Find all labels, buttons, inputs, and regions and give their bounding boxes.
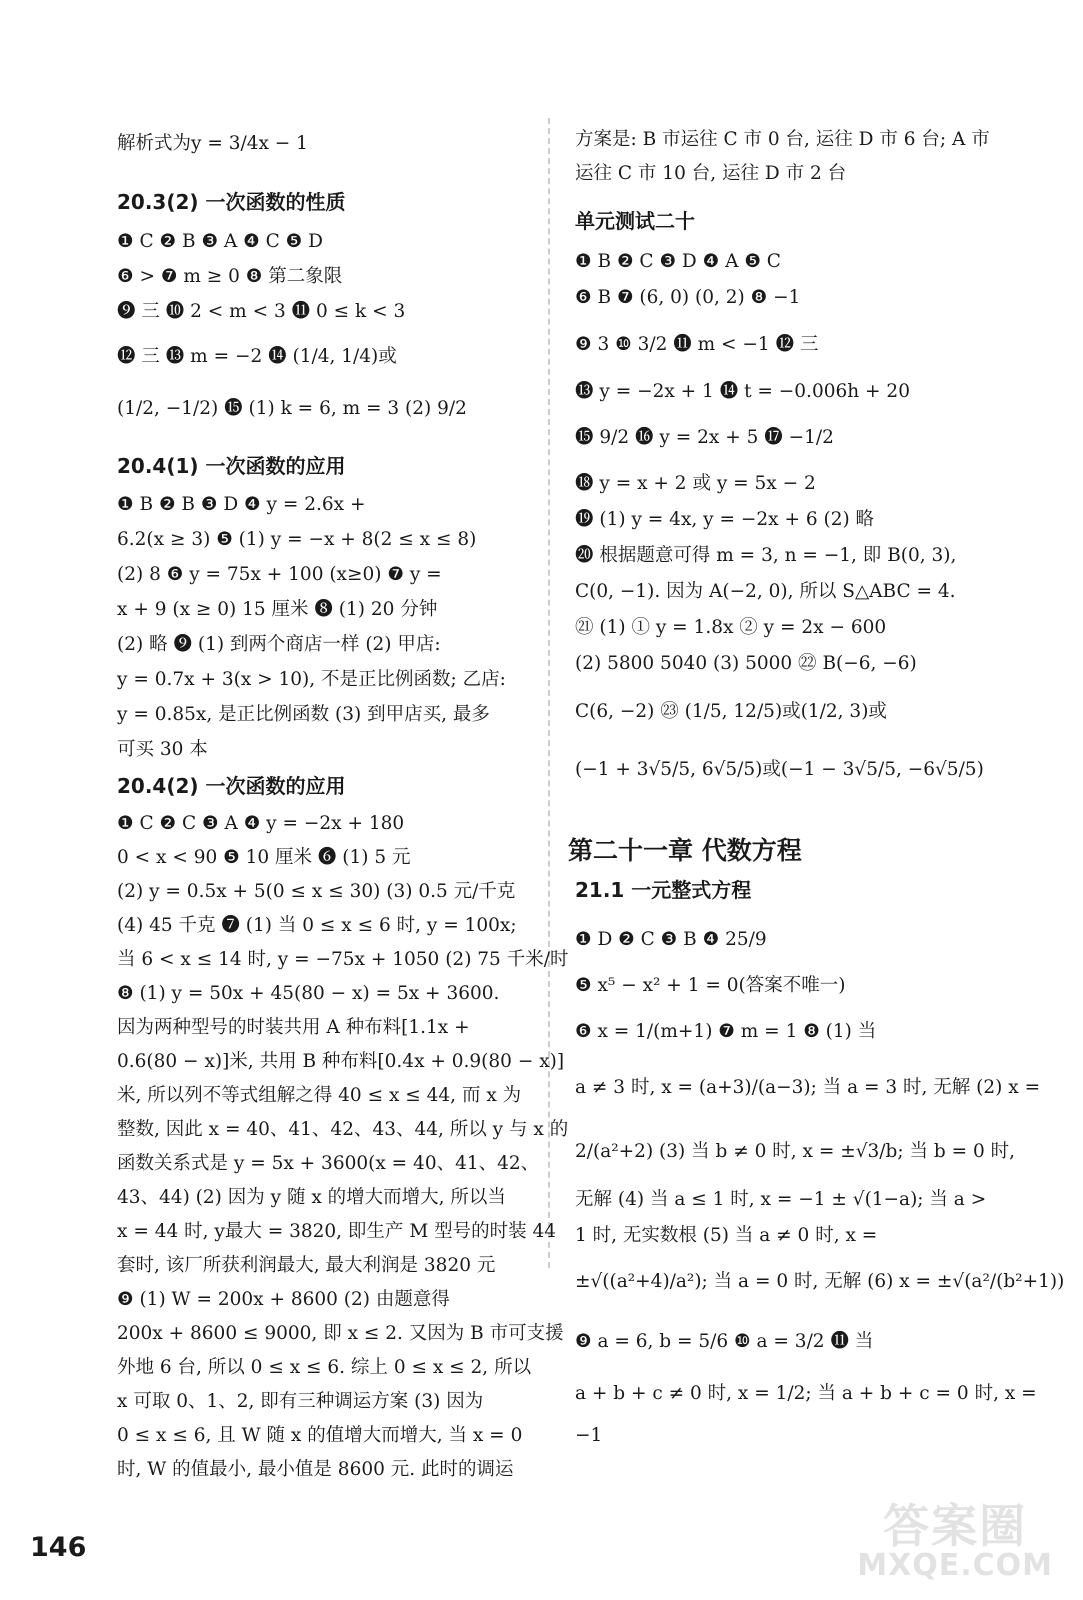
- answer-line: ❶ B ❷ B ❸ D ❹ y = 2.6x +: [117, 494, 366, 515]
- answer-line: ❾ 3 ❿ 3/2 ⓫ m < −1 ⓬ 三: [575, 334, 819, 355]
- answer-line: ⓭ y = −2x + 1 ⓮ t = −0.006h + 20: [575, 381, 910, 402]
- watermark-text: 答案圈: [883, 1499, 1028, 1553]
- answer-line: 0 < x < 90 ❺ 10 厘米 ❻ (1) 5 元: [117, 847, 411, 868]
- answer-line: C(6, −2) ㉓ (1/5, 12/5)或(1/2, 3)或: [575, 701, 887, 722]
- answer-line: x 可取 0、1、2, 即有三种调运方案 (3) 因为: [117, 1391, 484, 1412]
- answer-line: C(0, −1). 因为 A(−2, 0), 所以 S△ABC = 4.: [575, 581, 956, 602]
- section-heading: 单元测试二十: [575, 209, 695, 233]
- section-heading: 21.1 一元整式方程: [575, 878, 752, 902]
- chapter-heading: 第二十一章 代数方程: [568, 836, 802, 865]
- answer-line: ⓳ (1) y = 4x, y = −2x + 6 (2) 略: [575, 509, 875, 530]
- answer-line: 方案是: B 市运往 C 市 0 台, 运往 D 市 6 台; A 市: [575, 129, 990, 150]
- answer-line: ⓲ y = x + 2 或 y = 5x − 2: [575, 473, 816, 494]
- answer-line: 解析式为y = 3/4x − 1: [117, 133, 308, 154]
- answer-line: ❾ a = 6, b = 5/6 ❿ a = 3/2 ⓫ 当: [575, 1331, 874, 1352]
- answer-line: 函数关系式是 y = 5x + 3600(x = 40、41、42、: [117, 1153, 540, 1174]
- answer-line: ⓬ 三 ⓭ m = −2 ⓮ (1/4, 1/4)或: [117, 346, 397, 367]
- answer-line: (2) 5800 5040 (3) 5000 ㉒ B(−6, −6): [575, 653, 917, 674]
- answer-line: y = 0.7x + 3(x > 10), 不是正比例函数; 乙店:: [117, 669, 506, 690]
- answer-line: ❻ x = 1/(m+1) ❼ m = 1 ❽ (1) 当: [575, 1021, 877, 1042]
- column-divider: [548, 118, 550, 1268]
- answer-line: 当 6 < x ≤ 14 时, y = −75x + 1050 (2) 75 千米/时: [117, 949, 569, 970]
- answer-line: −1: [575, 1425, 603, 1446]
- answer-line: 2/(a²+2) (3) 当 b ≠ 0 时, x = ±√3/b; 当 b = 0 时,: [575, 1141, 1015, 1162]
- answer-line: ⓯ 9/2 ⓰ y = 2x + 5 ⓱ −1/2: [575, 427, 834, 448]
- answer-line: (2) 8 ❻ y = 75x + 100 (x≥0) ❼ y =: [117, 564, 442, 585]
- watermark-url: MXQE.COM: [857, 1548, 1053, 1583]
- answer-line: ⓴ 根据题意可得 m = 3, n = −1, 即 B(0, 3),: [575, 545, 957, 566]
- answer-line: 运往 C 市 10 台, 运往 D 市 2 台: [575, 163, 847, 184]
- answer-line: 整数, 因此 x = 40、41、42、43、44, 所以 y 与 x 的: [117, 1119, 569, 1140]
- answer-line: 套时, 该厂所获利润最大, 最大利润是 3820 元: [117, 1255, 496, 1276]
- answer-line: ❾ (1) W = 200x + 8600 (2) 由题意得: [117, 1289, 450, 1310]
- answer-line: 6.2(x ≥ 3) ❺ (1) y = −x + 8(2 ≤ x ≤ 8): [117, 529, 477, 550]
- answer-line: ❶ C ❷ B ❸ A ❹ C ❺ D: [117, 231, 323, 252]
- section-heading: 20.4(1) 一次函数的应用: [117, 454, 346, 478]
- answer-line: ❶ D ❷ C ❸ B ❹ 25/9: [575, 929, 767, 950]
- answer-line: ❶ C ❷ C ❸ A ❹ y = −2x + 180: [117, 813, 405, 834]
- answer-line: (4) 45 千克 ❼ (1) 当 0 ≤ x ≤ 6 时, y = 100x;: [117, 915, 517, 936]
- answer-line: ❻ B ❼ (6, 0) (0, 2) ❽ −1: [575, 287, 801, 308]
- answer-line: 0 ≤ x ≤ 6, 且 W 随 x 的值增大而增大, 当 x = 0: [117, 1425, 523, 1446]
- answer-line: (−1 + 3√5/5, 6√5/5)或(−1 − 3√5/5, −6√5/5): [575, 759, 984, 780]
- answer-line: 无解 (4) 当 a ≤ 1 时, x = −1 ± √(1−a); 当 a >: [575, 1189, 987, 1210]
- answer-line: ㉑ (1) ① y = 1.8x ② y = 2x − 600: [575, 617, 887, 638]
- answer-line: 因为两种型号的时装共用 A 种布料[1.1x +: [117, 1017, 470, 1038]
- watermark: [857, 1499, 1053, 1583]
- answer-line: x + 9 (x ≥ 0) 15 厘米 ❽ (1) 20 分钟: [117, 599, 438, 620]
- answer-line: ±√((a²+4)/a²); 当 a = 0 时, 无解 (6) x = ±√(a²/(b²+1)): [575, 1271, 1065, 1292]
- answer-line: 200x + 8600 ≤ 9000, 即 x ≤ 2. 又因为 B 市可支援: [117, 1323, 564, 1344]
- answer-line: ❽ (1) y = 50x + 45(80 − x) = 5x + 3600.: [117, 983, 500, 1004]
- page-number: 146: [30, 1532, 87, 1563]
- answer-line: (2) 略 ❾ (1) 到两个商店一样 (2) 甲店:: [117, 634, 441, 655]
- answer-line: (1/2, −1/2) ⓯ (1) k = 6, m = 3 (2) 9/2: [117, 398, 467, 419]
- answer-line: ❾ 三 ❿ 2 < m < 3 ⓫ 0 ≤ k < 3: [117, 301, 406, 322]
- answer-line: 米, 所以列不等式组解之得 40 ≤ x ≤ 44, 而 x 为: [117, 1085, 522, 1106]
- section-heading: 20.4(2) 一次函数的应用: [117, 774, 346, 798]
- answer-line: x = 44 时, y最大 = 3820, 即生产 M 型号的时装 44: [117, 1221, 557, 1242]
- answer-line: a ≠ 3 时, x = (a+3)/(a−3); 当 a = 3 时, 无解 (2) x =: [575, 1077, 1041, 1098]
- answer-line: y = 0.85x, 是正比例函数 (3) 到甲店买, 最多: [117, 704, 490, 725]
- answer-line: ❺ x⁵ − x² + 1 = 0(答案不唯一): [575, 975, 846, 996]
- answer-line: 可买 30 本: [117, 739, 208, 760]
- answer-line: ❶ B ❷ C ❸ D ❹ A ❺ C: [575, 251, 781, 272]
- section-heading: 20.3(2) 一次函数的性质: [117, 190, 346, 214]
- answer-line: 外地 6 台, 所以 0 ≤ x ≤ 6. 综上 0 ≤ x ≤ 2, 所以: [117, 1357, 532, 1378]
- answer-line: 0.6(80 − x)]米, 共用 B 种布料[0.4x + 0.9(80 − x)]: [117, 1051, 565, 1072]
- answer-line: 43、44) (2) 因为 y 随 x 的增大而增大, 所以当: [117, 1187, 506, 1208]
- answer-line: a + b + c ≠ 0 时, x = 1/2; 当 a + b + c = 0 时, x =: [575, 1383, 1037, 1404]
- answer-line: ❻ > ❼ m ≥ 0 ❽ 第二象限: [117, 266, 343, 287]
- answer-line: 1 时, 无实数根 (5) 当 a ≠ 0 时, x =: [575, 1225, 878, 1246]
- answer-line: (2) y = 0.5x + 5(0 ≤ x ≤ 30) (3) 0.5 元/千克: [117, 881, 516, 902]
- answer-line: 时, W 的值最小, 最小值是 8600 元. 此时的调运: [117, 1459, 514, 1480]
